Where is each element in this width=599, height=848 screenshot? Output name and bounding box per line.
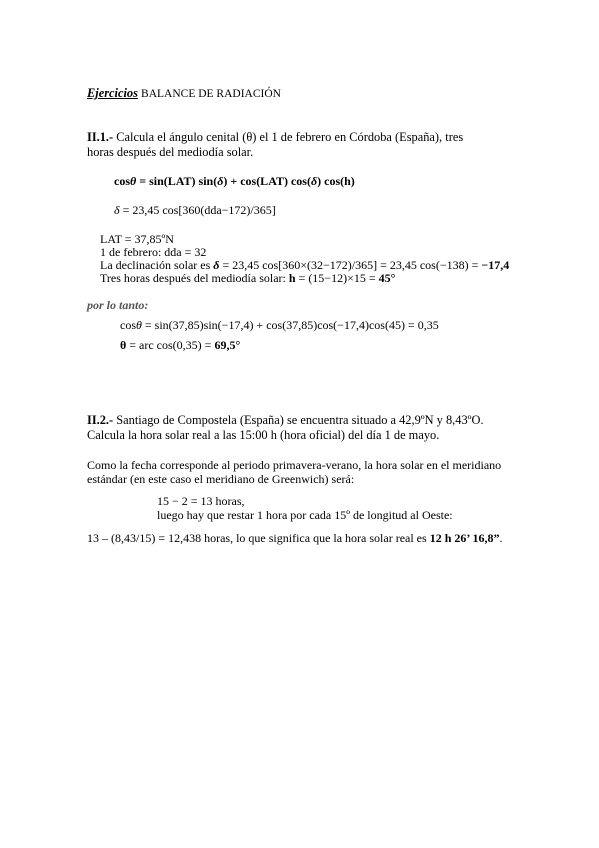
result-value: 69,5°: [214, 338, 241, 352]
explanation-line-2: [87, 472, 354, 487]
result-theta: θ: [120, 338, 127, 352]
hour-calculation-line-1: [157, 494, 245, 509]
section-label: Ejercicios: [87, 86, 138, 100]
explanation-text: estándar (en este caso el meridiano de Greenwich) será:: [87, 472, 355, 486]
final-text: 13 – (8,43/15) = 12,438 horas, lo que significa que la hora solar real es: [87, 531, 430, 545]
calc-theta: θ: [136, 318, 142, 332]
declination-delta: δ: [213, 258, 220, 272]
formula-theta: θ: [130, 174, 137, 188]
hour-angle-text: = (15−12)×15 =: [295, 271, 379, 285]
hour-angle-symbol: h: [288, 271, 296, 285]
exercise-2-text-1: Santiago de Compostela (España) se encuentra situado a 42,9ºN y 8,43ºO.: [113, 413, 484, 427]
formula-part: = 23,45 cos[360(dda−172)/365]: [119, 203, 276, 217]
formula-part: ) cos(h): [317, 174, 355, 188]
formula-part: ) + cos(LAT) cos(: [223, 174, 311, 188]
final-text: .: [499, 531, 503, 545]
hour-angle-text: Tres horas después del mediodía solar:: [100, 271, 289, 285]
formula-delta: δ: [114, 203, 120, 217]
formula-part: = sin(LAT) sin(: [136, 174, 218, 188]
formula-delta: δ: [217, 174, 224, 188]
final-solar-time: 12 h 26’ 16,8”: [429, 531, 500, 545]
cosine-calculation: [120, 318, 439, 333]
exercise-2-statement-line-1: [87, 413, 484, 428]
hour-angle-result: 45°: [378, 271, 396, 285]
hour-calc-text: luego hay que restar 1 hora por cada 15º de longitud al Oeste:: [157, 508, 453, 522]
declination-result: −17,4: [481, 258, 510, 272]
formula-delta: δ: [310, 174, 318, 188]
exercise-1-statement-line-2: [87, 145, 253, 160]
declination-text: = 23,45 cos[360×(32−172)/365] = 23,45 cos(−138) =: [219, 258, 482, 272]
formula-part: cos: [114, 174, 130, 188]
exercise-2-number: II.2.-: [87, 413, 114, 427]
zenith-angle-formula: [114, 174, 355, 189]
page-header: [87, 86, 281, 102]
therefore-label: [87, 298, 148, 313]
exercise-1-number: II.1.-: [87, 130, 114, 144]
latitude-text: LAT = 37,85ºN: [100, 232, 174, 246]
exercise-2-text-2: Calcula la hora solar real a las 15:00 h (hora oficial) del día 1 de mayo.: [87, 428, 440, 442]
declination-text: La declinación solar es: [100, 258, 214, 272]
exercise-1-statement-line-1: [87, 130, 463, 145]
zenith-result: [120, 338, 240, 353]
day-number-text: 1 de febrero: dda = 32: [100, 245, 207, 259]
explanation-text: Como la fecha corresponde al periodo primavera-verano, la hora solar en el meridiano: [87, 458, 502, 472]
hour-angle-line: [100, 271, 395, 286]
therefore-text: por lo tanto:: [87, 298, 149, 312]
declination-formula: [114, 203, 276, 218]
hour-calculation-line-2: [157, 508, 453, 523]
explanation-line-1: [87, 458, 501, 473]
calc-part: cos: [120, 318, 136, 332]
hour-calc-text: 15 − 2 = 13 horas,: [157, 494, 245, 508]
exercise-1-text-2: horas después del mediodía solar.: [87, 145, 254, 159]
page-title: BALANCE DE RADIACIÓN: [141, 88, 281, 100]
result-text: = arc cos(0,35) =: [126, 338, 215, 352]
exercise-2-statement-line-2: [87, 428, 439, 443]
exercise-1-text-1: Calcula el ángulo cenital (θ) el 1 de febrero en Córdoba (España), tres: [113, 130, 464, 144]
calc-part: = sin(37,85)sin(−17,4) + cos(37,85)cos(−17,4)cos(45) = 0,35: [141, 318, 439, 332]
final-result-line: [87, 531, 502, 546]
